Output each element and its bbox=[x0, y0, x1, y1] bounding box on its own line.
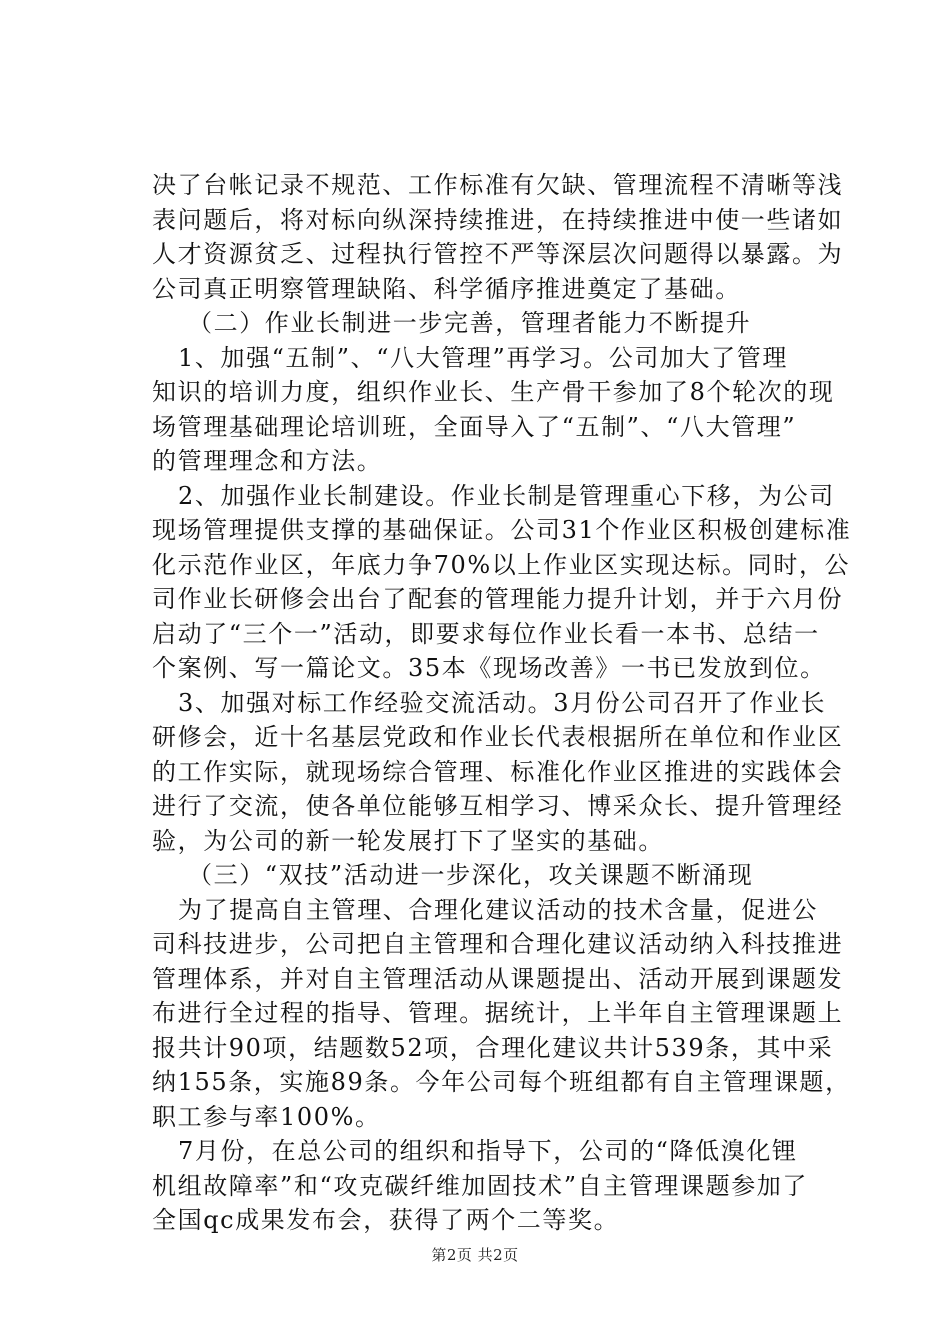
text-line: 验，为公司的新一轮发展打下了坚实的基础。 bbox=[152, 826, 664, 855]
text-line: 的管理理念和方法。 bbox=[152, 447, 383, 475]
text-line: 全国qc成果发布会，获得了两个二等奖。 bbox=[152, 1206, 620, 1234]
text-line: 人才资源贫乏、过程执行管控不严等深层次问题得以暴露。为 bbox=[152, 240, 844, 268]
text-line: 1、加强“五制”、“八大管理”再学习。公司加大了管理 bbox=[178, 343, 788, 372]
text-line: 7月份，在总公司的组织和指导下，公司的“降低溴化锂 bbox=[178, 1137, 798, 1165]
text-line: 知识的培训力度，组织作业长、生产骨干参加了8个轮次的现 bbox=[152, 378, 835, 406]
text-line: 进行了交流，使各单位能够互相学习、博采众长、提升管理经 bbox=[152, 792, 844, 820]
text-line: 的工作实际，就现场综合管理、标准化作业区推进的实践体会 bbox=[152, 757, 844, 786]
text-line: 机组故障率”和“攻克碳纤维加固技术”自主管理课题参加了 bbox=[152, 1171, 809, 1200]
page-footer bbox=[0, 1244, 950, 1265]
page-number-label: 第2页 共2页 bbox=[431, 1246, 519, 1264]
text-line: 纳155条，实施89条。今年公司每个班组都有自主管理课题， bbox=[152, 1068, 851, 1096]
document-body bbox=[152, 168, 852, 1238]
text-line: 化示范作业区，年底力争70%以上作业区实现达标。同时，公 bbox=[152, 550, 851, 579]
text-line: 布进行全过程的指导、管理。据统计，上半年自主管理课题上 bbox=[152, 999, 844, 1027]
text-line: 为了提高自主管理、合理化建议活动的技术含量，促进公 bbox=[178, 895, 818, 924]
text-line: 职工参与率100%。 bbox=[152, 1102, 381, 1131]
section-heading: （二）作业长制进一步完善，管理者能力不断提升 bbox=[188, 309, 752, 337]
text-line: 司作业长研修会出台了配套的管理能力提升计划，并于六月份 bbox=[152, 585, 844, 613]
text-line: 启动了“三个一”活动，即要求每位作业长看一本书、总结一 bbox=[152, 619, 820, 648]
text-line: 个案例、写一篇论文。35本《现场改善》一书已发放到位。 bbox=[152, 654, 826, 682]
text-line: 报共计90项，结题数52项，合理化建议共计539条，其中采 bbox=[152, 1033, 834, 1062]
text-line: 现场管理提供支撑的基础保证。公司31个作业区积极创建标准 bbox=[152, 516, 852, 544]
text-line: 表问题后，将对标向纵深持续推进，在持续推进中使一些诸如 bbox=[152, 205, 844, 234]
text-line: 2、加强作业长制建设。作业长制是管理重心下移，为公司 bbox=[178, 481, 835, 510]
section-heading: （三）“双技”活动进一步深化，攻关课题不断涌现 bbox=[188, 861, 754, 889]
text-line: 公司真正明察管理缺陷、科学循序推进奠定了基础。 bbox=[152, 274, 741, 303]
text-line: 场管理基础理论培训班，全面导入了“五制”、“八大管理” bbox=[152, 412, 797, 441]
text-line: 研修会，近十名基层党政和作业长代表根据所在单位和作业区 bbox=[152, 723, 844, 751]
text-line: 司科技进步，公司把自主管理和合理化建议活动纳入科技推进 bbox=[152, 930, 844, 958]
text-line: 管理体系，并对自主管理活动从课题提出、活动开展到课题发 bbox=[152, 964, 844, 993]
text-line: 决了台帐记录不规范、工作标准有欠缺、管理流程不清晰等浅 bbox=[152, 171, 844, 199]
text-line: 3、加强对标工作经验交流活动。3月份公司召开了作业长 bbox=[178, 688, 827, 717]
